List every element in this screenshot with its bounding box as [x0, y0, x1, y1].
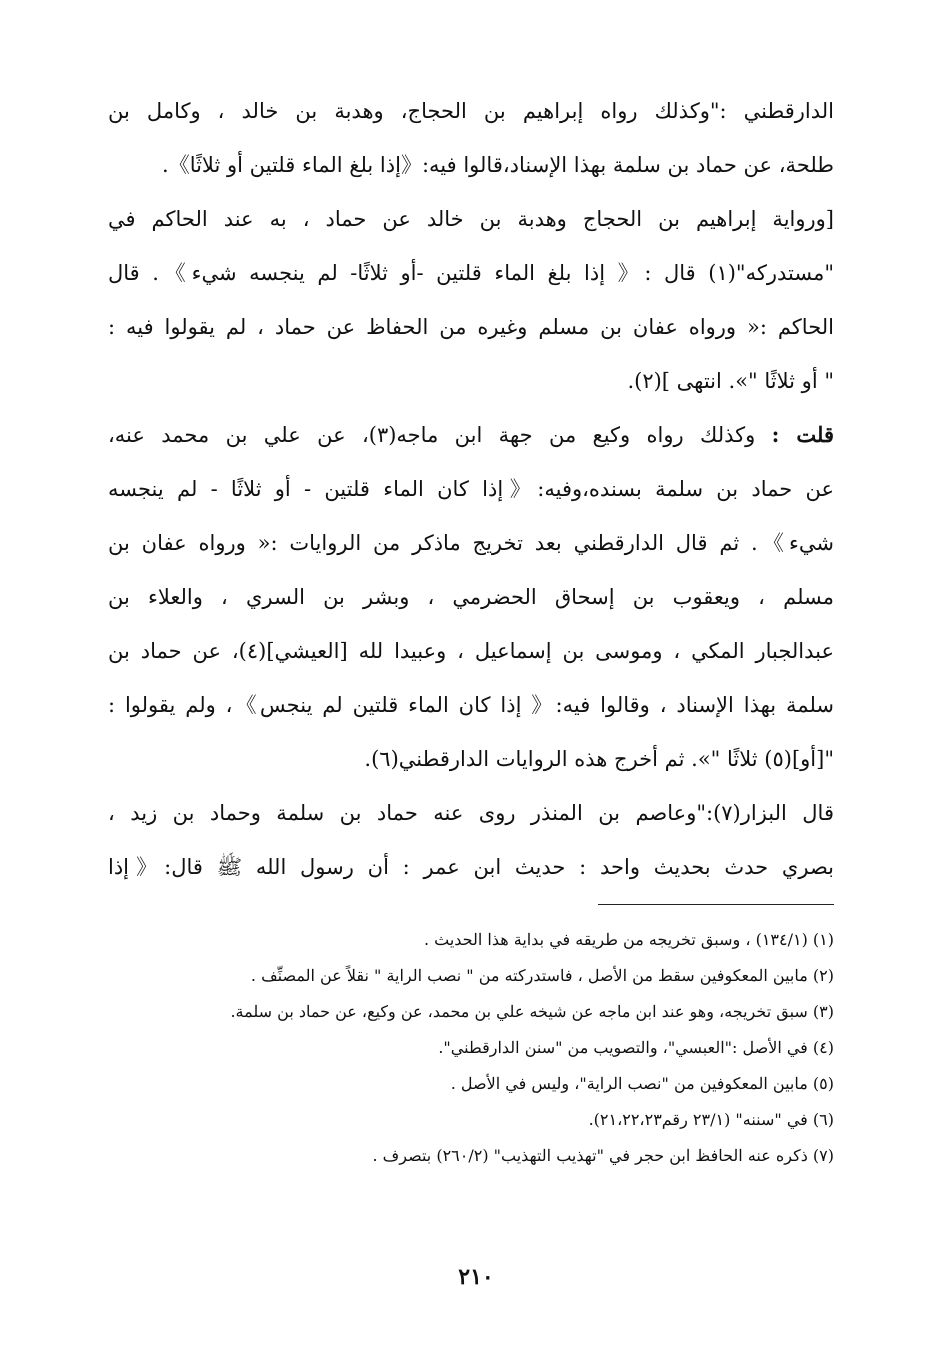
line-text: عن حماد بن سلمة بسنده،وفيه:《إذا كان الماء قلتين - أو ثلاثًا - لم ينجسه: [108, 477, 834, 501]
text-line: [108, 246, 834, 300]
text-line: [108, 138, 834, 192]
line-text: وكذلك رواه وكيع من جهة ابن ماجه(٣)، عن علي بن محمد عنه،: [108, 423, 772, 447]
line-text: الدارقطني :"وكذلك رواه إبراهيم بن الحجاج، وهدبة بن خالد ، وكامل بن: [108, 99, 834, 123]
text-line: [108, 732, 834, 786]
line-text: شيء》. ثم قال الدارقطني بعد تخريج ماذكر من الروايات :« ورواه عفان بن: [108, 531, 834, 555]
footnote: (٦) في "سننه" (٢٣/١ رقم٢١،٢٢،٢٣).: [588, 1110, 834, 1129]
text-line: [108, 462, 834, 516]
line-text: عبدالجبار المكي ، وموسى بن إسماعيل ، وعبيدا لله [العيشي](٤)، عن حماد بن: [108, 639, 834, 663]
main-text: [108, 84, 834, 894]
footnote: (١) (١٣٤/١) ، وسبق تخريجه من طريقه في بداية هذا الحديث .: [423, 930, 834, 949]
footnote-separator: [598, 904, 834, 905]
line-text: [ورواية إبراهيم بن الحجاج وهدبة بن خالد عن حماد ، به عند الحاكم في: [108, 207, 834, 231]
footnote: (٢) مابين المعكوفين سقط من الأصل ، فاستدركته من " نصب الراية " نقلاً عن المصنِّف .: [250, 966, 834, 985]
line-text: طلحة، عن حماد بن سلمة بهذا الإسناد،قالوا فيه:《إذا بلغ الماء قلتين أو ثلاثًا》.: [162, 153, 834, 177]
text-line: [108, 192, 834, 246]
text-line: [108, 840, 834, 894]
text-line: [108, 354, 834, 408]
text-line: [108, 678, 834, 732]
line-text: الحاكم :« ورواه عفان بن مسلم وغيره من الحفاظ عن حماد ، لم يقولوا فيه :: [108, 315, 834, 339]
line-text: "مستدركه"(١) قال :《 إذا بلغ الماء قلتين -أو ثلاثًا- لم ينجسه شيء》. قال: [108, 261, 834, 285]
line-text: مسلم ، ويعقوب بن إسحاق الحضرمي ، وبشر بن السري ، والعلاء بن: [108, 585, 834, 609]
line-text: قال البزار(٧):"وعاصم بن المنذر روى عنه حماد بن سلمة وحماد بن زيد ،: [108, 801, 834, 825]
line-text: بصري حدث بحديث واحد : حديث ابن عمر : أن رسول الله ﷺ قال:《إذا: [108, 855, 834, 879]
qultu-heading: قلت :: [771, 422, 834, 447]
text-line: [108, 786, 834, 840]
line-text: "[أو](٥) ثلاثًا "». ثم أخرج هذه الروايات الدارقطني(٦).: [364, 747, 834, 771]
text-line: [108, 300, 834, 354]
footnote: (٤) في الأصل :"العبسي"، والتصويب من "سنن الدارقطني".: [438, 1038, 834, 1057]
page-number: ٢١٠: [458, 1264, 494, 1290]
footnote: (٥) مابين المعكوفين من "نصب الراية"، وليس في الأصل .: [450, 1074, 834, 1093]
footnotes: [108, 922, 834, 1174]
text-line: [108, 624, 834, 678]
line-text: سلمة بهذا الإسناد ، وقالوا فيه:《 إذا كان الماء قلتين لم ينجس》، ولم يقولوا :: [108, 693, 834, 717]
line-text: " أو ثلاثًا "». انتهى ](٢).: [627, 369, 834, 393]
text-line: [108, 408, 834, 462]
text-line: [108, 570, 834, 624]
footnote: (٣) سبق تخريجه، وهو عند ابن ماجه عن شيخه علي بن محمد، عن وكيع، عن حماد بن سلمة.: [230, 1002, 834, 1021]
footnote: (٧) ذكره عنه الحافظ ابن حجر في "تهذيب التهذيب" (٢٦٠/٢) بتصرف .: [372, 1146, 834, 1165]
text-line: [108, 516, 834, 570]
text-line: [108, 84, 834, 138]
